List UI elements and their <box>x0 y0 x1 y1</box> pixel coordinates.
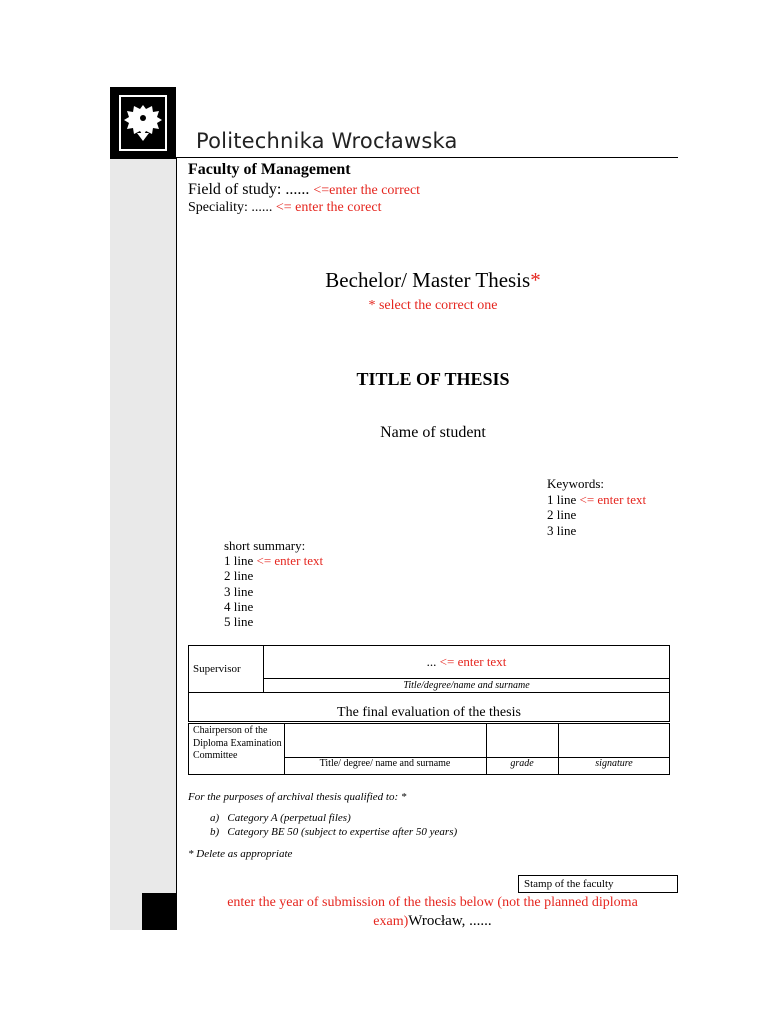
keyword-line: 2 line <box>547 507 577 522</box>
margin-line <box>176 157 177 930</box>
speciality-hint: <= enter the corect <box>275 200 382 215</box>
col-name-caption: Title/ degree/ name and surname <box>319 758 451 769</box>
header-rule <box>176 157 678 158</box>
summary-label: short summary: <box>224 538 306 553</box>
keyword-hint: <= enter text <box>579 491 647 507</box>
summary-hint: <= enter text <box>256 553 324 569</box>
supervisor-caption: Title/degree/name and surname <box>264 679 670 693</box>
thesis-type-mark: * <box>530 268 541 292</box>
col-signature-caption: signature <box>595 758 633 769</box>
corner-block <box>142 893 176 930</box>
year-hint: enter the year of submission of the thesis below (not the planned diploma exam) <box>227 895 638 929</box>
delete-note: * Delete as appropriate <box>188 848 293 860</box>
field-label: Field of study: ...... <box>188 181 310 198</box>
student-name: Name of student <box>380 424 486 441</box>
archive-intro: For the purposes of archival thesis qualified to: * <box>188 791 407 803</box>
thesis-type-label: Bechelor/ Master Thesis <box>325 268 531 292</box>
speciality-label: Speciality: ...... <box>188 200 273 215</box>
summary-block <box>224 538 323 629</box>
summary-line: 2 line <box>224 568 254 584</box>
supervisor-label: Supervisor <box>189 646 264 693</box>
keyword-line: 3 line <box>547 522 577 538</box>
chair-label: Chairperson of the Diploma Examination Committee <box>193 725 282 762</box>
keyword-line: 1 line <= enter text <box>547 491 647 507</box>
summary-line: 1 line <= enter text <box>224 553 324 569</box>
university-name: Politechnika Wrocławska <box>196 129 458 153</box>
summary-line: 4 line <box>224 598 254 614</box>
thesis-type <box>188 268 678 293</box>
eagle-crest-icon <box>110 87 176 159</box>
left-margin-strip <box>110 87 176 930</box>
col-grade-caption: grade <box>510 758 534 769</box>
field-of-study <box>188 181 420 199</box>
speciality <box>188 200 381 216</box>
faculty-name: Faculty of Management <box>188 161 351 178</box>
keywords-label: Keywords: <box>547 476 605 491</box>
archive-item: a) Category A (perpetual files) <box>210 812 351 824</box>
evaluation-heading: The final evaluation of the thesis <box>337 705 521 720</box>
submission-note <box>190 893 675 931</box>
thesis-title: TITLE OF THESIS <box>356 369 510 389</box>
field-hint: <=enter the correct <box>313 183 421 198</box>
supervisor-value: ... <= enter text <box>264 646 670 679</box>
stamp-box: Stamp of the faculty <box>518 875 678 893</box>
supervisor-hint: <= enter text <box>439 654 507 669</box>
summary-line: 5 line <box>224 614 254 630</box>
evaluation-heading-box <box>188 693 670 722</box>
keywords-block <box>547 476 646 538</box>
university-logo <box>110 87 176 159</box>
city-date: Wrocław, ...... <box>408 913 492 929</box>
summary-line: 3 line <box>224 583 254 599</box>
select-note: * select the correct one <box>368 298 498 313</box>
committee-table <box>188 723 670 775</box>
supervisor-table <box>188 645 670 693</box>
archive-item: b) Category BE 50 (subject to expertise after 50 years) <box>210 826 458 838</box>
